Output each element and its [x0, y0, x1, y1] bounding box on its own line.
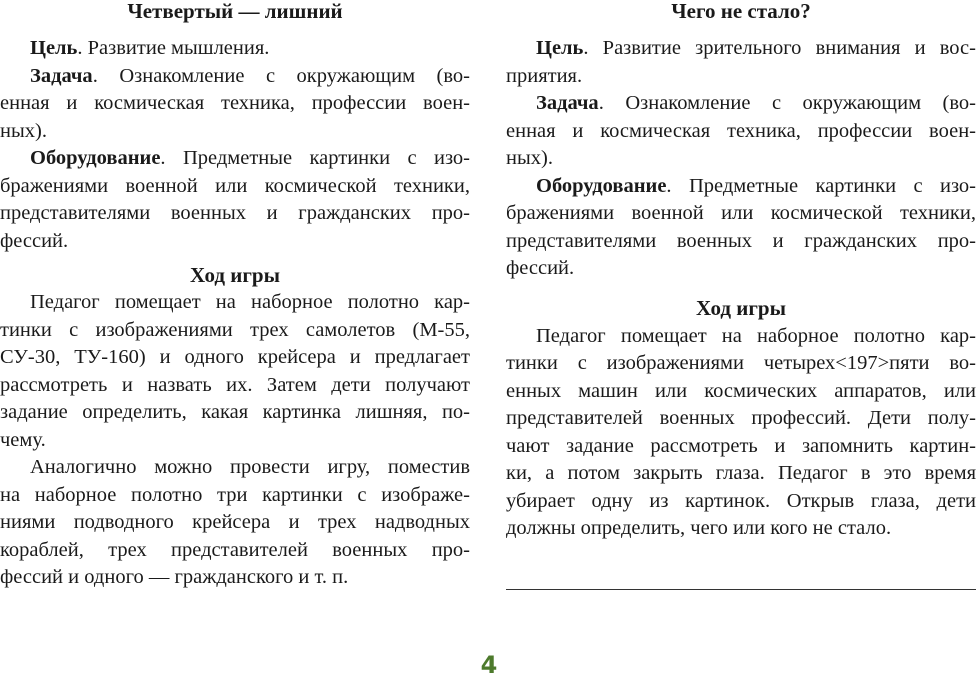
- left-game-line: кораблей, трех представителей военных про-: [0, 539, 470, 561]
- left-task-label: Задача: [30, 65, 93, 87]
- left-equipment-line: фессий.: [0, 230, 69, 252]
- left-game-line: Педагог помещает на наборное полотно кар-: [30, 291, 470, 313]
- left-task-line: енная и космическая техника, профессии воен-: [0, 92, 470, 114]
- right-task-line: ных).: [506, 147, 553, 169]
- right-title: Чего не стало?: [671, 0, 811, 23]
- left-title: Четвертый — лишний: [127, 0, 343, 23]
- right-game-line: чают задание рассмотреть и запомнить картин-: [506, 435, 976, 457]
- page-number: 4: [480, 651, 498, 679]
- right-equipment-line: фессий.: [506, 257, 575, 279]
- right-game-heading: Ход игры: [696, 296, 786, 320]
- right-goal-line: приятия.: [506, 65, 583, 87]
- left-game-line: СУ-30, ТУ-160) и одного крейсера и предлагает: [0, 346, 470, 368]
- right-game-line: ки, а потом закрыть глаза. Педагог в это время: [506, 462, 976, 484]
- right-equipment: Оборудование. Предметные картинки с изо-: [536, 175, 976, 197]
- right-equipment-label: Оборудование: [536, 175, 667, 197]
- left-equipment-line: бражениями военной или космической техники,: [0, 175, 470, 197]
- left-equipment-line: представителями военных и гражданских про-: [0, 202, 470, 224]
- left-game-line: задание определить, какая картинка лишняя, по-: [0, 401, 470, 423]
- footnote-divider: [506, 589, 976, 590]
- right-game-line: енных машин или космических аппаратов, или: [506, 380, 976, 402]
- right-game-line: представителей военных профессий. Дети полу-: [506, 407, 976, 429]
- right-goal-label: Цель: [536, 37, 584, 59]
- left-game-line: рассмотреть и назвать их. Затем дети получают: [0, 374, 470, 396]
- left-game-line: на наборное полотно три картинки с изображе-: [0, 484, 470, 506]
- left-game-line: Аналогично можно провести игру, поместив: [30, 456, 470, 478]
- left-game-line: ниями подводного крейсера и трех надводных: [0, 511, 470, 533]
- right-task-line: енная и космическая техника, профессии воен-: [506, 120, 976, 142]
- right-game-line: тинки с изображениями четырех<197>пяти во-: [506, 352, 976, 374]
- left-game-heading: Ход игры: [190, 263, 280, 287]
- right-equipment-line: представителями военных и гражданских про-: [506, 230, 976, 252]
- left-game-line: фессий и одного — гражданского и т. п.: [0, 566, 349, 588]
- right-game-line: убирает одну из картинок. Открыв глаза, дети: [506, 490, 976, 512]
- right-task: Задача. Ознакомление с окружающим (во-: [536, 92, 976, 114]
- right-game-line: должны определить, чего или кого не стало.: [506, 517, 892, 539]
- left-task-line: ных).: [0, 120, 47, 142]
- right-equipment-line: бражениями военной или космической техники,: [506, 202, 976, 224]
- left-goal-label: Цель: [30, 37, 78, 59]
- left-game-line: тинки с изображениями трех самолетов (М-55,: [0, 319, 470, 341]
- right-task-label: Задача: [536, 92, 599, 114]
- left-task: Задача. Ознакомление с окружающим (во-: [30, 65, 470, 87]
- left-equipment: Оборудование. Предметные картинки с изо-: [30, 147, 470, 169]
- right-goal: Цель. Развитие зрительного внимания и вос-: [536, 37, 976, 59]
- left-equipment-label: Оборудование: [30, 147, 161, 169]
- right-game-line: Педагог помещает на наборное полотно кар-: [536, 325, 976, 347]
- left-game-line: чему.: [0, 429, 46, 451]
- left-goal: Цель. Развитие мышления.: [30, 37, 270, 59]
